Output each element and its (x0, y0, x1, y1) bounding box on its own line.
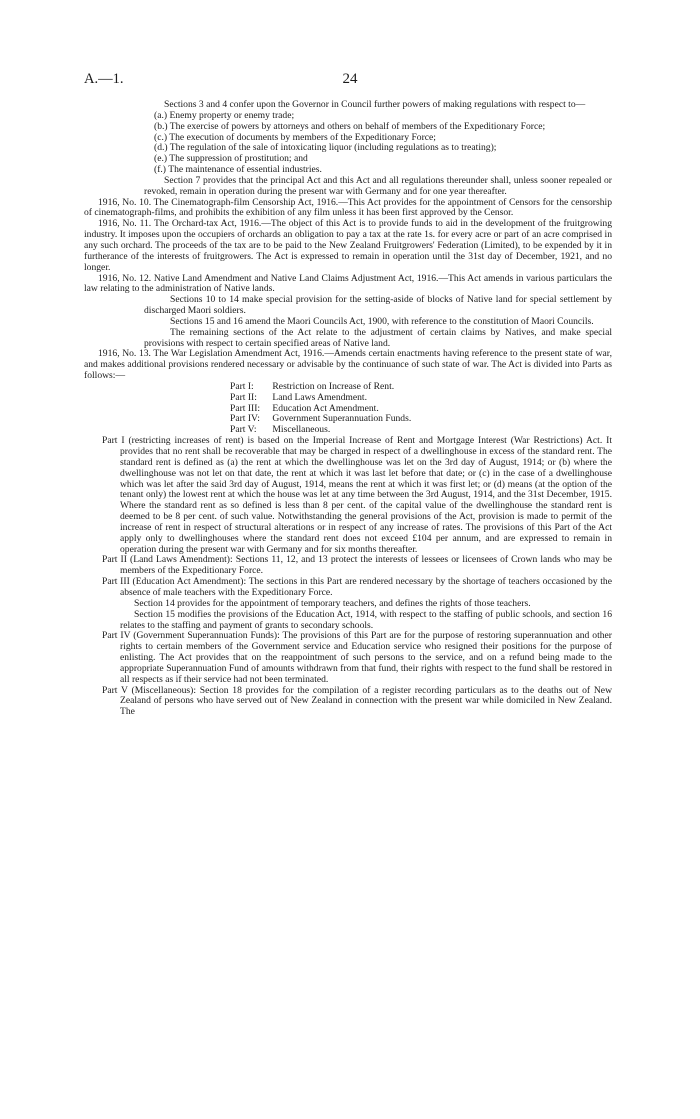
part-paragraph: Part I (restricting increases of rent) is based on the Imperial Increase of Rent and Mortgage Interest (War Restrictions) Act. It provides that no rent shall be recoverable that may be charged in respect of a dwellinghouse in excess of the standard rent. The standard rent is defined as (a) the rent at which the dwellinghouse was let on the 3rd day of August, 1914; or (b) where the dwellinghouse was not let on that date, the rent at which it was last let before that date; or (c) in the case of a dwellinghouse which was let after the said 3rd day of August, 1914, means the rent at which it was first let; or (d) means (at the option of the tenant only) the lowest rent at which the house was let at any time between the 3rd August, 1914, and the 31st December, 1915. Where the standard rent as so defined is less than 8 per cent. of the capital value of the dwellinghouse the standard rent is deemed to be 8 per cent. of such value. Notwithstanding the general provisions of the Act, provision is made to permit of the increase of rent in respect of structural alterations or in respect of any increase of rates. The provisions of this Part of the Act apply only to dwellinghouses where the standard rent does not exceed £104 per annum, and are expressed to remain in operation during the present war with Germany and for six months thereafter. (102, 435, 612, 555)
paragraph: Section 7 provides that the principal Act and this Act and all regulations thereunder shall, unless sooner repealed or revoked, remain in operation during the present war with Germany and for one year thereafter. (144, 174, 612, 197)
part-paragraph: Part II (Land Laws Amendment): Sections 11, 12, and 13 protect the interests of lessees or licensees of Crown lands who may be members of the Expeditionary Force. (102, 554, 612, 577)
page-body (84, 100, 612, 718)
part-paragraph: Section 15 modifies the provisions of the Education Act, 1914, with respect to the staffing of public schools, and section 16 relates to the staffing and payment of grants to secondary schools. (120, 608, 612, 631)
part-paragraph: Part III (Education Act Amendment): The sections in this Part are rendered necessary by the shortage of teachers occasioned by the absence of male teachers with the Expeditionary Force. (102, 576, 612, 598)
part-paragraph: Part IV (Government Superannuation Funds): The provisions of this Part are for the purpose of restoring superannuation and other rights to certain members of the Government service and Education service who resigned their positions for the purpose of enlisting. The Act provides that on the reappointment of such persons to the service, and on a refund being made to the appropriate Superannuation Fund of amounts withdrawn from that fund, their rights with respect to the fund shall be restored in all respects as if their service had not been terminated. (102, 630, 612, 685)
part-paragraph: Section 14 provides for the appointment of temporary teachers, and defines the rights of those teachers. (134, 597, 531, 609)
list-item: (e.) The suppression of prostitution; and (154, 153, 308, 165)
part-label: Part V: (230, 424, 257, 436)
part-label: Part III: (230, 402, 261, 414)
list-item: (b.) The exercise of powers by attorneys and others on behalf of members of the Expeditionary Force; (154, 120, 546, 132)
part-label: Part II: (230, 391, 257, 403)
part-title: Miscellaneous. (272, 424, 331, 436)
list-item: (d.) The regulation of the sale of intoxicating liquor (including regulations as to treating); (154, 142, 497, 154)
list-item: (f.) The maintenance of essential industries. (154, 164, 322, 176)
page-header (0, 71, 700, 91)
part-paragraph: Part V (Miscellaneous): Section 18 provides for the compilation of a register recording particulars as to the deaths out of New Zealand of persons who have served out of New Zealand in connection with the present war while domiciled in New Zealand. The (102, 684, 612, 718)
document-reference: A.—1. (84, 71, 124, 87)
part-title: Government Superannuation Funds. (272, 413, 412, 425)
page-number: 24 (342, 71, 358, 87)
paragraph: Sections 15 and 16 amend the Maori Councils Act, 1900, with reference to the constitution of Maori Councils. (170, 315, 594, 327)
part-title: Land Laws Amendment. (272, 391, 367, 403)
parts-list (230, 382, 612, 436)
part-label: Part I: (230, 380, 254, 392)
list-item: (a.) Enemy property or enemy trade; (154, 109, 295, 121)
paragraph: Sections 10 to 14 make special provision for the setting-aside of blocks of Native land for special settlement by discharged Maori soldiers. (144, 294, 612, 317)
part-title: Education Act Amendment. (272, 402, 379, 414)
part-title: Restriction on Increase of Rent. (272, 380, 395, 392)
paragraph: 1916, No. 12. Native Land Amendment and Native Land Claims Adjustment Act, 1916.—This Act amends in various particulars the law relating to the administration of Native lands. (84, 272, 612, 295)
paragraph: 1916, No. 10. The Cinematograph-film Censorship Act, 1916.—This Act provides for the appointment of Censors for the censorship of cinematograph-films, and prohibits the exhibition of any film unless it has been first approved by the Censor. (84, 196, 612, 219)
paragraph: Sections 3 and 4 confer upon the Governor in Council further powers of making regulations with respect to— (164, 99, 586, 110)
part-label: Part IV: (230, 413, 260, 425)
paragraph: 1916, No. 11. The Orchard-tax Act, 1916.—The object of this Act is to provide funds to aid in the development of the fruitgrowing industry. It imposes upon the occupiers of orchards an obligation to pay a tax at the rate 1s. for every acre or part of an acre comprised in any such orchard. The proceeds of the tax are to be paid to the New Zealand Fruitgrowers' Federation (Limited), to be expended by it in furtherance of the interests of fruitgrowers. The Act is expressed to remain in operation until the 31st day of December, 1921, and no longer. (84, 218, 612, 273)
list-item: (c.) The execution of documents by members of the Expeditionary Force; (154, 131, 436, 143)
paragraph: The remaining sections of the Act relate to the adjustment of certain claims by Natives, and make special provisions with respect to certain specified areas of Native land. (144, 326, 612, 349)
paragraph: 1916, No. 13. The War Legislation Amendment Act, 1916.—Amends certain enactments having reference to the present state of war, and makes additional provisions rendered necessary or advisable by the continuance of such state of war. The Act is divided into Parts as follows:— (84, 348, 612, 382)
